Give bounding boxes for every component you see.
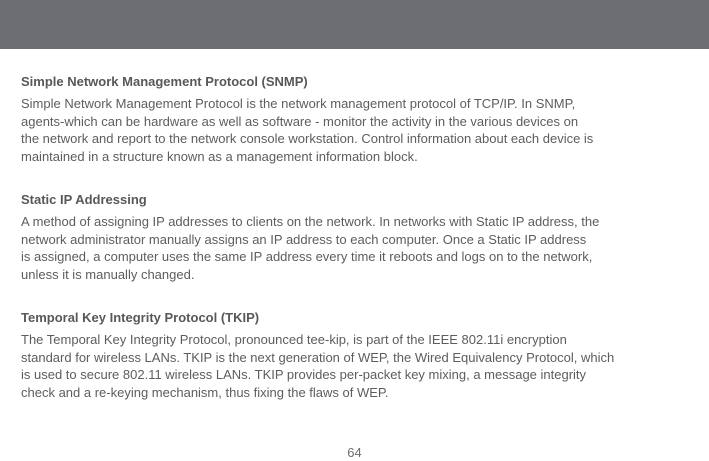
glossary-entry-snmp	[21, 74, 661, 165]
glossary-entry-static-ip	[21, 192, 661, 283]
header-bar	[0, 0, 709, 49]
section-heading: Simple Network Management Protocol (SNMP)	[21, 74, 308, 89]
page-number: 64	[347, 445, 362, 460]
section-heading: Static IP Addressing	[21, 192, 147, 207]
section-body: A method of assigning IP addresses to clients on the network. In networks with Static IP address, the network administrator manually assigns an IP address to each computer. Once a Static IP address is assigned, a computer uses the same IP address every time it reboots and logs on to the network, unless it is manually changed.	[21, 214, 600, 282]
section-heading: Temporal Key Integrity Protocol (TKIP)	[21, 310, 260, 325]
section-body: The Temporal Key Integrity Protocol, pronounced tee-kip, is part of the IEEE 802.11i encryption standard for wireless LANs. TKIP is the next generation of WEP, the Wired Equivalency Protocol, which is used to secure 802.11 wireless LANs. TKIP provides per-packet key mixing, a message integrity check and a re-keying mechanism, thus fixing the flaws of WEP.	[21, 332, 615, 400]
glossary-entry-tkip	[21, 310, 661, 401]
section-body: Simple Network Management Protocol is the network management protocol of TCP/IP. In SNMP, agents-which can be hardware as well as software - monitor the activity in the various devices on the network and report to the network console workstation. Control information about each device is maintained in a structure known as a management information block.	[21, 96, 594, 164]
page-content	[21, 74, 661, 428]
